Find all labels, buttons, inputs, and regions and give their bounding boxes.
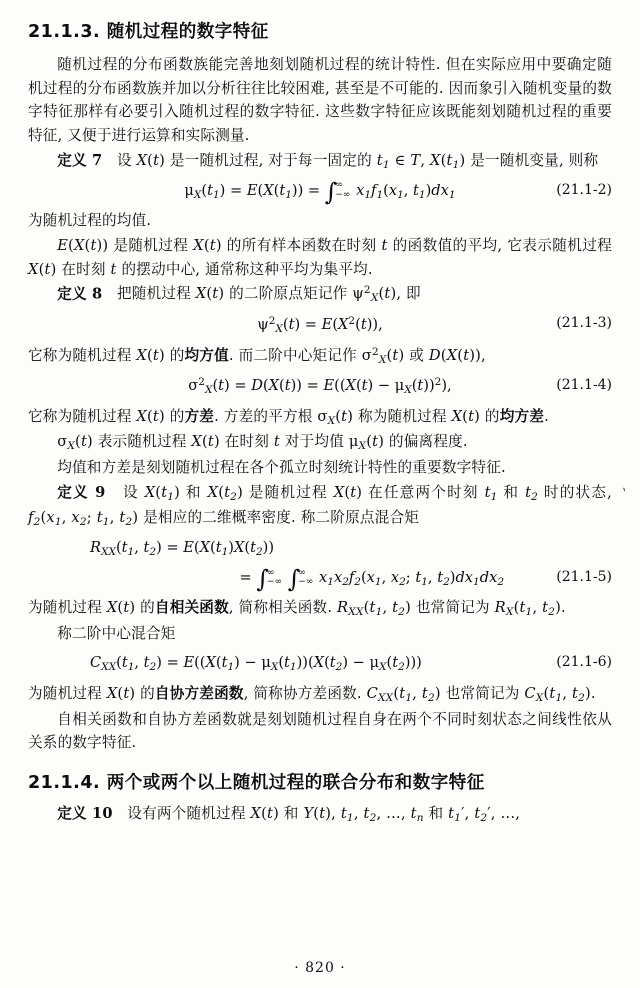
definition-7-label: 定义 7 [57, 151, 103, 169]
paragraph-deviation [28, 430, 612, 455]
paragraph-autocorrelation-text: 为随机过程 X(t) 的自相关函数, 简称相关函数. $R_{XX}(t_1$, $t_2$) 也常简记为 $R_X(t_1$, $t_2$). [28, 599, 566, 619]
paragraph-ensemble-average [28, 234, 612, 281]
equation-21-1-3-body: $\psi^2_X(t) = E(X^2(t))$, [257, 314, 383, 335]
equation-21-1-2 [28, 177, 612, 206]
paragraph-autocovariance-text: 为随机过程 X(t) 的自协方差函数, 简称协方差函数. $C_{XX}(t_1$, $t_2$) 也常简记为 $C_X(t_1$, $t_2$). [28, 684, 596, 704]
paragraph-mean-square-text: 它称为随机过程 X(t) 的均方值. 而二阶中心矩记作 $\sigma^2_X(t)$ 或 D(X(t)), [28, 345, 486, 366]
definition-9-text: 设 $X(t_1)$ 和 $X(t_2)$ 是随机过程 X(t) 在任意两个时刻 $t_1$ 和 $t_2$ 时的状态, $f_2(x_1$, $x_2$; $t_1$, $t_2$) 是相应的二维概率密度. 称二阶原点混合矩 [28, 484, 612, 528]
paragraph-linear-dependence: 自相关函数和自协方差函数就是刻划随机过程自身在两个不同时刻状态之间线性依从关系的数字特征. [28, 710, 612, 752]
equation-21-1-3-number: (21.1-3) [556, 315, 612, 332]
paragraph-variance-text: 它称为随机过程 X(t) 的方差. 方差的平方根 $\sigma_X(t)$ 称为随机过程 X(t) 的均方差. [28, 407, 549, 427]
definition-7 [28, 149, 612, 174]
paragraph-intro: 随机过程的分布函数族能完善地刻划随机过程的统计特性. 但在实际应用中要确定随机过程的分布函数族并加以分析往往比较困难, 甚至是不可能的. 因而象引入随机变量的数字特征那样有必要引入随机过程的数字特征. 这些数字特征应该既能刻划随机过程的重要特征, 又便于进行运算和实际测量. [28, 56, 612, 144]
definition-7-text: 设 X(t) 是一随机过程, 对于每一固定的 $t_1$ ∈ T, $X(t_1)$ 是一随机变量, 则称 [107, 151, 599, 171]
definition-10-text: 设有两个随机过程 X(t) 和 Y(t), $t_1$, $t_2$, …, $t_n$ 和 $t_1'$, $t_2'$, …, [117, 804, 521, 824]
equation-21-1-2-body: $\mu_X(t_1) = E(X(t_1))$ = ∫ ∞ −∞ $x_1f_1(x_1$, $t_1)dx_1$ [184, 177, 456, 206]
equation-21-1-5-body: = ∫ ∞ −∞ ∫ ∞ −∞ $x_1x_2f_2(x_1$, $x_2$; $t_1$, $t_2)dx_1dx_2$ [239, 565, 504, 594]
equation-21-1-6-number: (21.1-6) [556, 654, 612, 671]
definition-8-label: 定义 8 [57, 285, 103, 303]
definition-8-text: 把随机过程 X(t) 的二阶原点矩记作 $\psi^2_X(t)$, 即 [107, 284, 421, 305]
paragraph-deviation-text: $\sigma_X(t)$ 表示随机过程 X(t) 在时刻 t 对于均值 $\mu_X(t)$ 的偏离程度. [57, 433, 468, 453]
equation-21-1-5-number: (21.1-5) [556, 568, 612, 585]
equation-21-1-6-body: $C_{XX}(t_1$, $t_2) = E((X(t_1) - \mu_X(t_1))(X(t_2) - \mu_X(t_2)))$ [90, 654, 422, 673]
paragraph-variance [28, 405, 612, 430]
paragraph-autocovariance [28, 682, 612, 707]
page-number: · 820 · [294, 960, 346, 976]
section-heading-21-1-3: 21.1.3. 随机过程的数字特征 [28, 22, 269, 42]
equation-21-1-4 [28, 375, 612, 399]
paragraph-mean: 为随机过程的均值. [28, 212, 152, 230]
definition-10-label: 定义 10 [57, 804, 113, 822]
equation-21-1-5 [28, 565, 612, 594]
equation-rxx [28, 537, 612, 561]
equation-21-1-4-number: (21.1-4) [556, 376, 612, 393]
section-heading-21-1-4: 21.1.4. 两个或两个以上随机过程的联合分布和数字特征 [28, 772, 485, 793]
stray-pen-mark: ` [615, 485, 630, 505]
equation-21-1-3 [28, 313, 612, 337]
paragraph-ensemble-average-text: E(X(t)) 是随机过程 X(t) 的所有样本函数在时刻 t 的函数值的平均, 它表示随机过程 X(t) 在时刻 t 的摆动中心, 通常称这种平均为集平均. [28, 236, 612, 278]
page-content [28, 18, 612, 828]
definition-8 [28, 282, 612, 307]
definition-10 [28, 802, 612, 827]
definition-9-label: 定义 9 [57, 484, 106, 502]
paragraph-mean-square [28, 343, 612, 368]
equation-21-1-4-body: $\sigma^2_X(t) = D(X(t)) = E((X(t) - \mu_X(t))^2)$, [188, 375, 452, 396]
paragraph-central-mixed-moment: 称二阶中心混合矩 [57, 625, 176, 643]
equation-21-1-2-number: (21.1-2) [556, 181, 612, 198]
definition-9 [28, 481, 612, 531]
paragraph-autocorrelation [28, 596, 612, 621]
equation-rxx-body: $R_{XX}(t_1$, $t_2) = E(X(t_1)X(t_2))$ [90, 539, 275, 558]
equation-21-1-6 [28, 652, 612, 676]
paragraph-mean-variance-note: 均值和方差是刻划随机过程在各个孤立时刻统计特性的重要数字特征. [57, 459, 506, 477]
